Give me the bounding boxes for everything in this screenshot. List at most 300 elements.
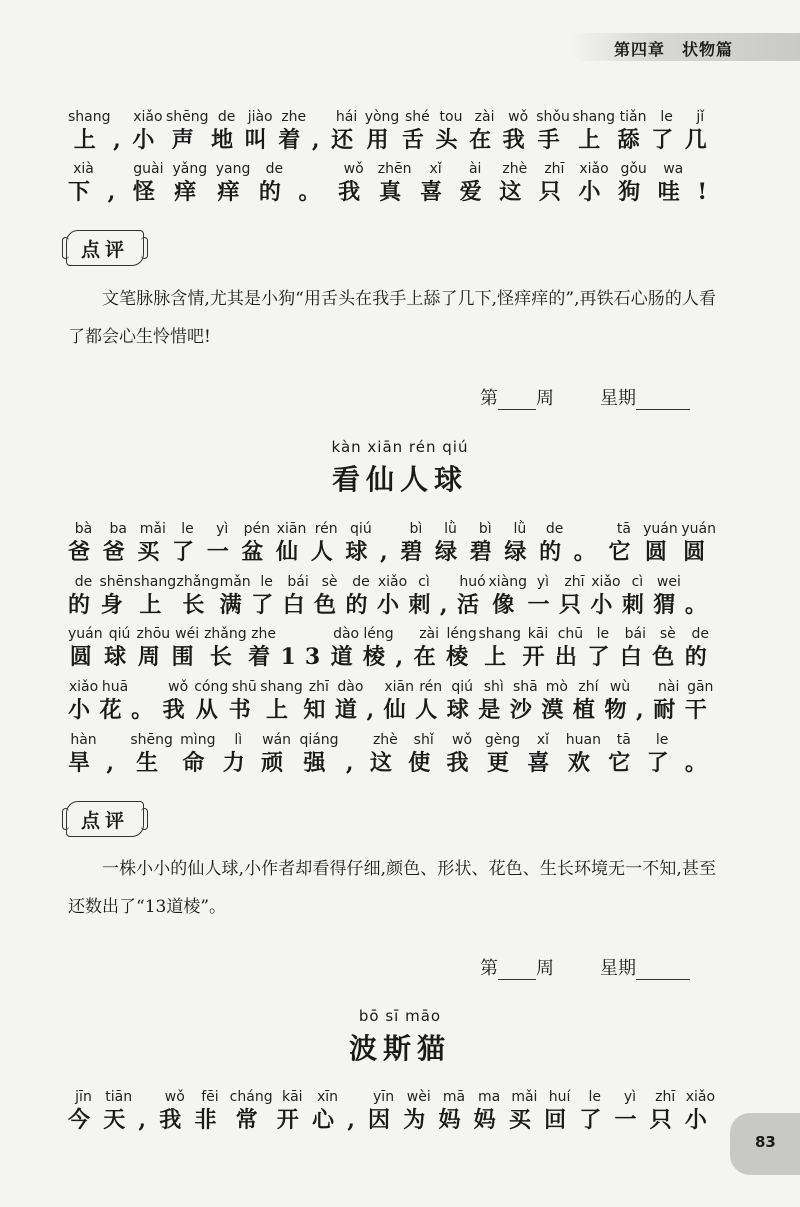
hanzi: 满 (219, 592, 251, 618)
ruby-char (103, 520, 134, 566)
hanzi: 力 (222, 750, 254, 776)
hanzi: 这 (499, 179, 531, 205)
pinyin: rén (314, 521, 338, 537)
essay-title-block (0, 1007, 800, 1067)
hanzi: 漠 (541, 697, 573, 723)
pinyin: zhe (251, 626, 276, 642)
hanzi: 的 (68, 592, 100, 618)
essay-title-block (0, 438, 800, 498)
hanzi: 干 (684, 697, 716, 723)
ruby-char (278, 108, 309, 154)
pinyin (698, 573, 702, 591)
hanzi: 只 (538, 179, 570, 205)
pinyin: zhè (372, 732, 398, 748)
ruby-char (346, 731, 363, 777)
hanzi: 我 (159, 1107, 191, 1133)
hanzi: 小 (590, 592, 622, 618)
hanzi: , (311, 127, 329, 153)
hanzi: 碧 (400, 539, 432, 565)
ruby-char (134, 573, 177, 619)
pinyin: léng (446, 626, 477, 642)
hanzi: 色 (652, 644, 684, 670)
pinyin: wǒ (508, 109, 529, 125)
pinyin: de (691, 626, 709, 642)
pinyin: xiǎo (377, 574, 408, 590)
ruby-char (647, 731, 678, 777)
hanzi: 怪 (132, 179, 164, 205)
hanzi: 白 (282, 592, 314, 618)
pinyin: le (596, 626, 610, 642)
pinyin (704, 160, 708, 178)
hanzi: ! (697, 179, 716, 205)
pinyin-line (68, 520, 716, 566)
hanzi: 它 (608, 539, 640, 565)
ruby-char (163, 678, 194, 724)
ruby-char (137, 625, 171, 671)
pinyin: zài (474, 109, 495, 125)
ruby-char (331, 625, 362, 671)
hanzi: 小 (376, 592, 408, 618)
ruby-char (522, 625, 553, 671)
hanzi: 天 (103, 1107, 135, 1133)
pinyin: xiǎo (133, 109, 163, 125)
pinyin: zhī (655, 1089, 676, 1105)
pinyin: zhǎng (176, 574, 220, 590)
hanzi: 的 (258, 179, 290, 205)
ruby-char (651, 108, 682, 154)
ruby-char (108, 160, 125, 206)
hanzi: 上 (578, 127, 610, 153)
ruby-char (579, 1088, 610, 1134)
ruby-char (261, 731, 292, 777)
pinyin: mǎn (219, 574, 251, 590)
ruby-char (172, 160, 207, 206)
pinyin: shǐ (413, 732, 434, 748)
pinyin: tiān (105, 1089, 133, 1105)
ruby-char (485, 731, 520, 777)
hanzi: 了 (587, 644, 619, 670)
week-day-label (480, 384, 690, 410)
pinyin: de (74, 574, 93, 590)
hanzi: 我 (502, 127, 534, 153)
pinyin: kāi (527, 626, 549, 642)
pinyin: shang (478, 626, 522, 642)
hanzi: 绿 (504, 539, 536, 565)
pinyin: xiān (384, 679, 414, 695)
hanzi: 喜 (420, 179, 452, 205)
pinyin: ma (478, 1089, 501, 1105)
pinyin (312, 160, 316, 178)
week-xingqi: 星期 (600, 388, 636, 409)
hanzi: 在 (413, 644, 445, 670)
ruby-char (447, 678, 478, 724)
pinyin: xiǎo (685, 1089, 716, 1105)
ruby-char (499, 160, 530, 206)
pinyin: le (588, 1089, 602, 1105)
ruby-char (277, 1088, 308, 1134)
hanzi: 爸 (102, 539, 134, 565)
hanzi: 爱 (459, 179, 491, 205)
hanzi: 手 (537, 127, 569, 153)
hanzi: 了 (646, 750, 678, 776)
pinyin: shang (133, 574, 177, 590)
hanzi: 。 (573, 539, 605, 565)
ruby-char (159, 1088, 190, 1134)
ruby-char (478, 678, 509, 724)
hanzi: 猬 (653, 592, 685, 618)
pinyin: lǜ (444, 521, 457, 537)
ruby-char (652, 625, 683, 671)
hanzi: 一 (206, 539, 238, 565)
hanzi: 为 (403, 1107, 435, 1133)
hanzi: 长 (209, 644, 241, 670)
ruby-char (509, 1088, 540, 1134)
pinyin (144, 678, 148, 696)
ruby-char (403, 1088, 434, 1134)
ruby-char (470, 520, 501, 566)
hanzi: 狗 (618, 179, 650, 205)
hanzi: , (106, 750, 123, 776)
hanzi: 声 (171, 127, 203, 153)
hanzi: 了 (172, 539, 204, 565)
hanzi: 我 (338, 179, 370, 205)
hanzi: 刺 (621, 592, 653, 618)
comment-tag: 点评 (66, 230, 144, 266)
essay-title: 波斯猫 (348, 1032, 451, 1065)
ruby-char (400, 520, 431, 566)
week-xingqi: 星期 (600, 958, 636, 979)
hanzi: 碧 (469, 539, 501, 565)
hanzi: 因 (368, 1107, 400, 1133)
pinyin: bái (624, 626, 647, 642)
hanzi: 白 (619, 644, 651, 670)
ruby-char (573, 678, 604, 724)
hanzi: 小 (684, 1107, 716, 1133)
ruby-char (138, 1088, 155, 1134)
ruby-char (311, 520, 342, 566)
pinyin: yuán (681, 521, 716, 537)
hanzi: 从 (195, 697, 227, 723)
ruby-char (415, 678, 446, 724)
ruby-char (559, 573, 590, 619)
hanzi: 生 (136, 750, 168, 776)
pinyin-line (68, 1088, 716, 1134)
hanzi: 喜 (527, 750, 559, 776)
hanzi: , (113, 127, 130, 153)
pinyin: bì (478, 521, 492, 537)
pinyin (698, 731, 702, 749)
hanzi: 道 (334, 697, 366, 723)
pinyin: tiǎn (619, 109, 647, 125)
ruby-char (489, 573, 528, 619)
pinyin: zhè (502, 161, 528, 177)
ruby-char (99, 573, 133, 619)
pinyin: wǒ (452, 732, 473, 748)
ruby-char (241, 520, 272, 566)
hanzi: 痒 (174, 179, 206, 205)
hanzi: 长 (182, 592, 214, 618)
pinyin: shì (483, 679, 504, 695)
pinyin: shēng (130, 732, 173, 748)
pinyin: wa (663, 161, 684, 177)
pinyin: tā (616, 732, 631, 748)
hanzi: 用 (366, 127, 398, 153)
hanzi: 旱 (68, 750, 100, 776)
week-day-label (480, 954, 690, 980)
pinyin: shū (231, 679, 257, 695)
week-di: 第 (480, 958, 498, 979)
pinyin: xīn (316, 1089, 339, 1105)
ruby-char (216, 160, 251, 206)
pinyin: wèi (406, 1089, 431, 1105)
ruby-char (312, 108, 329, 154)
hanzi: 身 (100, 592, 132, 618)
hanzi: 圆 (683, 539, 715, 565)
ruby-char (166, 108, 209, 154)
weekday-blank (636, 961, 690, 980)
pinyin: shang (260, 679, 303, 695)
pinyin: sè (321, 574, 338, 590)
hanzi: 叫 (244, 127, 276, 153)
hanzi: 回 (544, 1107, 576, 1133)
ruby-char (172, 520, 203, 566)
ruby-char (312, 1088, 343, 1134)
hanzi: 的 (684, 644, 716, 670)
hanzi: , (107, 179, 125, 205)
pinyin-line (68, 625, 716, 671)
pinyin: yì (216, 521, 229, 537)
pinyin: tou (439, 109, 463, 125)
hanzi: 哇 (657, 179, 689, 205)
ruby-char (614, 1088, 645, 1134)
ruby-char (555, 625, 586, 671)
hanzi: 今 (68, 1107, 100, 1133)
pinyin: wǒ (343, 161, 364, 177)
ruby-char (653, 573, 684, 619)
week-blank (498, 961, 536, 980)
hanzi: 物 (604, 697, 636, 723)
pinyin: yì (623, 1089, 637, 1105)
pinyin: xǐ (429, 161, 442, 177)
pinyin: zhī (308, 679, 329, 695)
hanzi: 。 (684, 592, 716, 618)
comment-text: 一株小小的仙人球,小作者却看得仔细,颜色、形状、花色、生长环境无一不知,甚至还数出了“13道棱”。 (68, 859, 716, 917)
hanzi: 心 (311, 1107, 343, 1133)
ruby-char (365, 108, 400, 154)
ruby-char (536, 108, 570, 154)
pinyin: nài (658, 679, 680, 695)
ruby-char (685, 1088, 716, 1134)
pinyin: xiān (276, 521, 307, 537)
hanzi: , (395, 644, 413, 670)
hanzi: 舔 (617, 127, 649, 153)
hanzi: 我 (162, 697, 194, 723)
pinyin: wéi (175, 626, 200, 642)
pinyin: le (660, 109, 673, 125)
week-di: 第 (480, 388, 498, 409)
pinyin: wei (656, 574, 681, 590)
hanzi: 了 (251, 592, 283, 618)
pinyin: kāi (282, 1089, 303, 1105)
pinyin: le (260, 574, 273, 590)
ruby-char (685, 108, 716, 154)
pinyin: hàn (70, 732, 97, 748)
hanzi: , (439, 592, 457, 618)
ruby-char (544, 1088, 575, 1134)
hanzi: 命 (182, 750, 214, 776)
hanzi: 球 (446, 697, 478, 723)
page-number: 83 (755, 1133, 776, 1151)
ruby-char (457, 573, 488, 619)
ruby-char (590, 573, 621, 619)
pinyin: gān (687, 679, 714, 695)
pinyin: wán (262, 732, 292, 748)
hanzi: 使 (408, 750, 440, 776)
pinyin: ba (109, 521, 127, 537)
ruby-char (303, 678, 334, 724)
pinyin: cì (631, 574, 644, 590)
pinyin (402, 625, 406, 643)
ruby-char (510, 678, 541, 724)
hanzi: , (366, 697, 384, 723)
pinyin: qiú (108, 626, 131, 642)
pinyin (119, 108, 123, 126)
hanzi: 强 (303, 750, 335, 776)
pinyin: yì (536, 574, 550, 590)
pinyin: shang (572, 109, 615, 125)
pinyin (587, 520, 591, 538)
hanzi: 爸 (68, 539, 100, 565)
ruby-char (541, 678, 572, 724)
pinyin: yīn (373, 1089, 395, 1105)
ruby-char (68, 731, 99, 777)
ruby-char (622, 573, 653, 619)
ruby-char (68, 573, 99, 619)
hanzi: 像 (492, 592, 524, 618)
pinyin: yuán (68, 626, 103, 642)
hanzi: 道 (330, 644, 362, 670)
ruby-char (346, 573, 377, 619)
ruby-char (620, 625, 651, 671)
hanzi: 的 (539, 539, 571, 565)
ruby-char (653, 678, 684, 724)
pinyin: gèng (484, 732, 521, 748)
pinyin: yǎng (172, 161, 208, 177)
hanzi: 盆 (241, 539, 273, 565)
ruby-char (681, 520, 716, 566)
pinyin: dào (337, 679, 364, 695)
ruby-char (685, 625, 716, 671)
pinyin: lǜ (513, 521, 527, 537)
ruby-char (643, 520, 678, 566)
ruby-char (131, 678, 162, 724)
pinyin: guài (133, 161, 164, 177)
ruby-char (402, 108, 433, 154)
hanzi: 上 (73, 127, 105, 153)
hanzi: 非 (194, 1107, 226, 1133)
hanzi: 刺 (408, 592, 440, 618)
ruby-char (314, 573, 345, 619)
pinyin: sè (659, 626, 676, 642)
hanzi: 小 (132, 127, 164, 153)
hanzi: 植 (572, 697, 604, 723)
ruby-char (685, 731, 716, 777)
hanzi: 色 (314, 592, 346, 618)
hanzi: 耐 (653, 697, 685, 723)
week-blank (498, 391, 536, 410)
pinyin: bái (287, 574, 309, 590)
ruby-char (579, 160, 610, 206)
pinyin (373, 678, 377, 696)
pinyin: huí (548, 1089, 571, 1105)
ruby-char (685, 573, 716, 619)
pinyin-line (68, 731, 716, 777)
ruby-char (474, 1088, 505, 1134)
pinyin (446, 573, 450, 591)
ruby-char (438, 1088, 469, 1134)
hanzi: , (138, 1107, 156, 1133)
chapter-header: 第四章 状物篇 (614, 40, 734, 59)
ruby-char (566, 731, 601, 777)
hanzi: 球 (345, 539, 377, 565)
ruby-char (100, 678, 131, 724)
pinyin: de (545, 521, 564, 537)
hanzi: 书 (228, 697, 260, 723)
ruby-char (447, 731, 478, 777)
pinyin: zhí (578, 679, 599, 695)
ruby-char (113, 108, 130, 154)
hanzi: 常 (235, 1107, 267, 1133)
hanzi: 周 (137, 644, 169, 670)
ruby-char (539, 520, 570, 566)
ruby-char (380, 520, 397, 566)
ruby-char (68, 160, 99, 206)
hanzi: 棱 (446, 644, 478, 670)
pinyin-line (68, 573, 716, 619)
hanzi: 我 (446, 750, 478, 776)
hanzi: 13 (280, 644, 330, 670)
hanzi: 下 (68, 179, 100, 205)
hanzi: 更 (486, 750, 518, 776)
hanzi: 在 (469, 127, 501, 153)
pinyin: shé (405, 109, 430, 125)
ruby-char (685, 678, 716, 724)
ruby-char (276, 520, 307, 566)
hanzi: 买 (508, 1107, 540, 1133)
ruby-char (204, 625, 247, 671)
pinyin (318, 108, 322, 126)
pinyin (352, 731, 356, 749)
hanzi: 还 (331, 127, 363, 153)
ruby-char (299, 160, 330, 206)
ruby-char (435, 108, 466, 154)
ruby-char (137, 520, 168, 566)
ruby-char (504, 520, 535, 566)
hanzi: 着 (248, 644, 280, 670)
pinyin: de (265, 161, 284, 177)
pinyin: zhe (281, 109, 307, 125)
hanzi: 一 (527, 592, 559, 618)
ruby-char (104, 625, 135, 671)
ruby-char (396, 625, 413, 671)
pinyin (386, 520, 390, 538)
hanzi: 欢 (567, 750, 599, 776)
pinyin: dào (333, 626, 360, 642)
hanzi: 绿 (435, 539, 467, 565)
hanzi: 仙 (276, 539, 308, 565)
ruby-char (68, 1088, 99, 1134)
ruby-char (608, 731, 639, 777)
